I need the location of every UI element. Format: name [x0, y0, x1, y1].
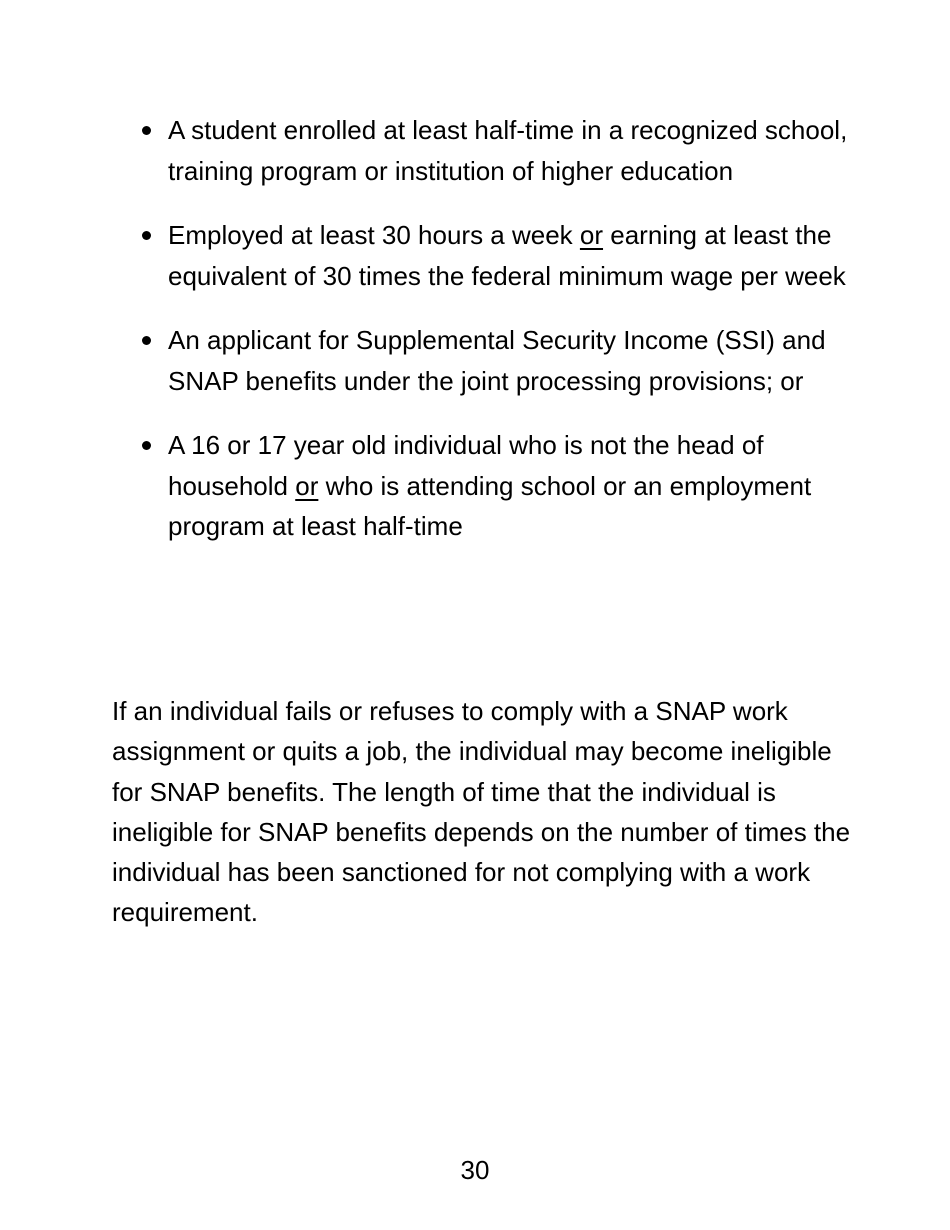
bullet-text-end: who is attending school or an employment program at least half-time [168, 470, 812, 541]
bullet-item-student [0, 110, 848, 191]
requirement-bullet-list [0, 110, 950, 571]
bullet-text-start: Employed at least 30 hours a week [168, 220, 580, 250]
bullet-icon [142, 336, 151, 345]
underlined-or: or [295, 470, 319, 501]
bullet-text: A student enrolled at least half-time in a recognized school, training program or institution of higher education [168, 115, 848, 186]
bullet-item-16-17-year-old [0, 425, 848, 547]
bullet-icon [142, 231, 151, 240]
sanction-paragraph: If an individual fails or refuses to comply with a SNAP work assignment or quits a job, the individual may become ineligible for SNAP benefits. The length of time that the individual is ineligible for SNAP benefits depends on the number of times the individual has been sanctioned for not complying with a work requirement. [112, 696, 851, 928]
bullet-text: An applicant for Supplemental Security Income (SSI) and SNAP benefits under the joint processing provisions; or [168, 325, 826, 396]
bullet-icon [142, 441, 151, 450]
underlined-or: or [579, 220, 604, 250]
bullet-item-employed [0, 215, 848, 296]
bullet-icon [142, 126, 151, 135]
bullet-item-ssi-applicant [0, 320, 848, 401]
bullet-text-end: earning at least the equivalent of 30 times the federal minimum wage per week [168, 220, 846, 291]
bullet-text-start: A 16 or 17 year old individual who is not the head of household [168, 430, 764, 501]
page-number: 30 [460, 1155, 490, 1185]
